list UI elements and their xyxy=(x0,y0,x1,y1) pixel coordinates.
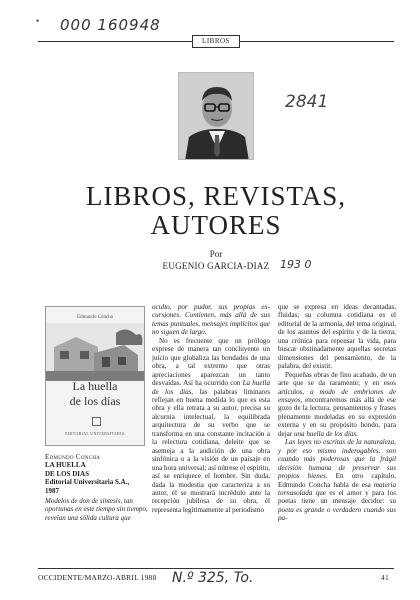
col3-p2-italic-b: una huella de los días. xyxy=(293,429,358,438)
col3-p3-italic-b: su poeta es grande o verdadero cuando sus pa- xyxy=(278,497,396,523)
byline-author: EUGENIO GARCIA-DIAZ xyxy=(162,261,270,271)
col2-p2-text-a: No es frecuente que un prólogo exprese de manera tan concluyente un juicio que globaliza las bondades de una obra, a tal extremo que otras apreciaciones aparezcan un tanto desvaídas. Así ha ocurrido con xyxy=(152,336,270,388)
col3-p2-italic-a: a modo de embriones de ensayos, xyxy=(278,387,396,404)
body-column-2 xyxy=(152,303,270,514)
reference-abstract: Modelos de don de síntesis, tan oportunas en este tiempo sin tiempo, revelan una sólida cultura que xyxy=(45,497,148,522)
corner-dot: • xyxy=(36,16,40,26)
footer-rule xyxy=(38,568,394,569)
cover-publisher: EDITORIAL UNIVERSITARIA xyxy=(65,431,125,436)
col3-p2-text-a: Pequeñas obras de fino acabado, de un arte que se da raramente; y en esos artículos, xyxy=(278,370,396,396)
cover-house-illustration xyxy=(46,323,145,381)
cover-author: Edmundo Concha xyxy=(77,315,113,320)
col3-p3-quote: Las leyes no escritas de la naturaleza, y por eso mismo inderogables, son cuando más poderosas que la frágil decisión humana de preservar sus propios bienes. xyxy=(278,438,396,481)
article-title-line1: LIBROS, REVISTAS, xyxy=(85,181,347,211)
journal-issue: OCCIDENTE/MARZO-ABRIL 1988 xyxy=(38,573,157,582)
col2-paragraph2 xyxy=(152,337,270,515)
col3-paragraph1: que se expresa en ideas decantadas, fluidas; su columna cotidiana es el editorial de la armonía, del tema original, de los asuntos del espíritu y de la tierra; una crónica para repensar la vida, para buscar obstinadamente aquellas secretas dimensiones del pensamiento, de la palabra, del existir. xyxy=(278,303,396,371)
col2-p2-book-title: La huella de los días, xyxy=(152,379,270,396)
col3-paragraph3 xyxy=(278,438,396,523)
reference-author: Edmundo Concha xyxy=(45,453,101,461)
col2-p2-text-b: las palabras liminares reflejan en buena medida lo que es esta obra y ella retrata a su autor, precisa su alcurnia intelectual, la equilibrada arquitectura de su verbo que se transforma en una constante incitación a la relectura cotidiana, deleite que se asemeja a la audición de una obra sinfónica o a la visión de un paisaje en una hora universal; así nútrese el espíritu, así se enriquece el hombre. Sin duda, dada la modestia que caracteriza a su autor, él se mostrará incrédulo ante la recepción jubilosa de su obra, él representa legítimamente al periodismo xyxy=(152,387,271,514)
col3-p3-italic-a: materia tornasolada xyxy=(278,480,396,497)
cover-title-line1: La huella xyxy=(72,379,118,393)
book-reference xyxy=(45,453,149,522)
col3-p2-text-b: encontraremos más allá de ese gozo de la lectura, pensamientos y frases plenamente modeladas en su expresión externa y en su propósito hondo, para dejar xyxy=(278,395,396,438)
page-number: 41 xyxy=(381,573,389,582)
col3-p3-text-a: En otro capítulo, Edmundo Concha habla de esa xyxy=(278,472,396,489)
byline-por: Por xyxy=(209,249,223,259)
body-column-3 xyxy=(278,303,396,523)
publisher-logo-icon xyxy=(92,417,101,426)
book-cover xyxy=(45,306,145,446)
author-photo xyxy=(178,72,254,160)
section-label: LIBROS xyxy=(192,35,240,48)
handwritten-year-note: 193 0 xyxy=(280,258,312,271)
reference-year: 1987 xyxy=(45,486,59,495)
handwritten-call-number: 2841 xyxy=(285,92,329,112)
portrait-image xyxy=(179,73,254,160)
cover-title-line2: de los días xyxy=(69,394,121,408)
col3-paragraph2 xyxy=(278,371,396,439)
handwritten-code: 000 160948 xyxy=(60,16,161,34)
col3-p3-text-b: que es el amor y para los poetas tiene un mensaje decidor: xyxy=(278,488,396,506)
reference-publisher: Editorial Universitaria S.A., xyxy=(45,478,130,487)
handwritten-bottom-note: N.º 325, To. xyxy=(172,570,254,586)
article-title-line2: AUTORES xyxy=(150,210,282,240)
reference-title-line2: DE LOS DIAS xyxy=(45,469,89,478)
reference-title-line1: LA HUELLA xyxy=(45,461,86,470)
col2-paragraph1: oculto, por pudor, sus propias ex-cursiones. Contienen, más allá de sus temas puntuales, mensajes implícitos que no siguen de largo. xyxy=(152,303,270,337)
